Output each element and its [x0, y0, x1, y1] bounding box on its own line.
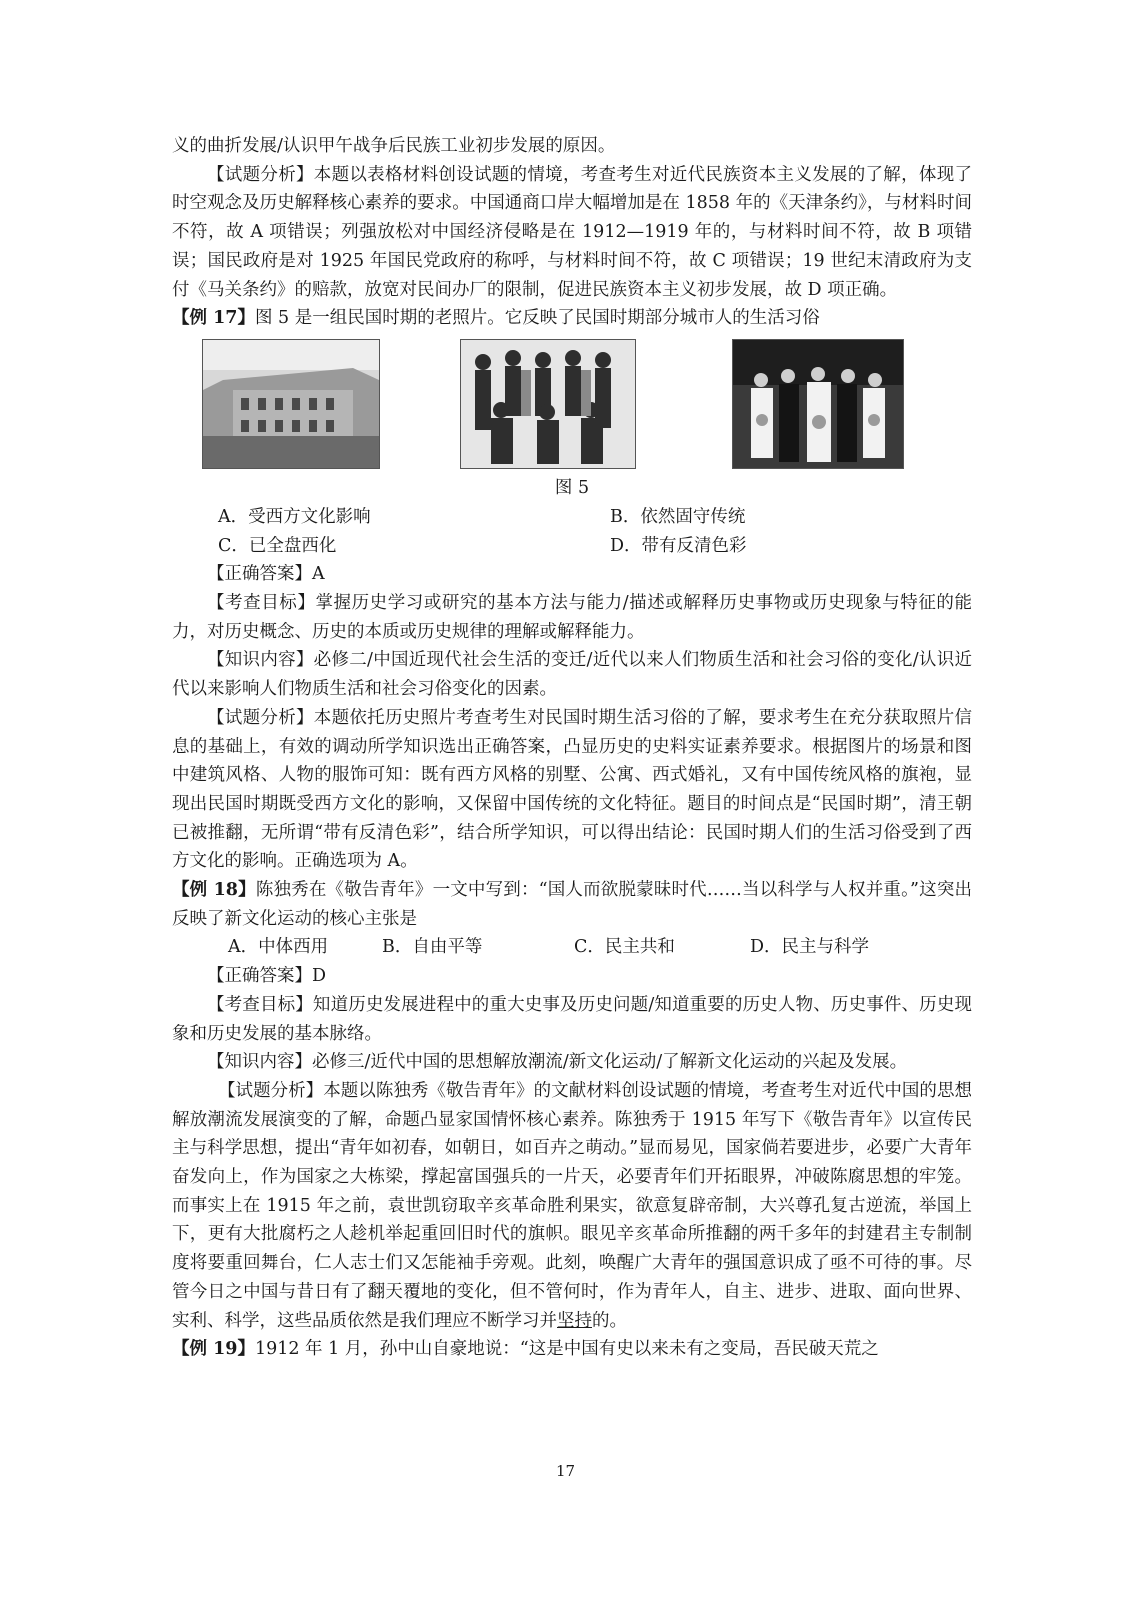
option-a: A．中体西用 — [228, 937, 329, 958]
exam-target: 【考查目标】掌握历史学习或研究的基本方法与能力/描述或解释历史事物或历史现象与特征的能力，对历史概念、历史的本质或历史规律的理解或解释能力。 — [172, 593, 972, 642]
page-number: 17 — [555, 1462, 576, 1480]
paragraph: 【试题分析】本题以表格材料创设试题的情境，考查考生对近代民族资本主义发展的了解，体现了时空观念及历史解释核心素养的要求。中国通商口岸大幅增加是在 1858 年的《天津条约》，与材料时间不符，故 A 项错误；列强放松对中国经济侵略是在 1912—1919 年的，与材料时间不符，故 B 项错误；国民政府是对 1925 年国民党政府的称呼，与材料时间不符，故 C 项错误；19 世纪末清政府为支付《马关条约》的赔款，放宽对民间办厂的限制，促进民族资本主义初步发展，故 D 项正确。 — [172, 164, 972, 300]
question-text: 图 5 是一组民国时期的老照片。它反映了民国时期部分城市人的生活习俗 — [254, 308, 820, 329]
option-c: C．民主共和 — [574, 937, 675, 958]
analysis: 【试题分析】本题以陈独秀《敬告青年》的文献材料创设试题的情境，考查考生对近代中国的思想解放潮流发展演变的了解，命题凸显家国情怀核心素养。陈独秀于 1915 年写下《敬告青年》以宣传民主与科学思想，提出“青年如初春，如朝日，如百卉之萌动。”显而易见，国家倘若要进步，必要广大青年奋发向上，作为国家之大栋梁，撑起富国强兵的一片天，必要青年们开拓眼界，冲破陈腐思想的牢笼。而事实上在 1915 年之前，袁世凯窃取辛亥革命胜利果实，欲意复辟帝制，大兴尊孔复古逆流，举国上下，更有大批腐朽之人趁机举起重回旧时代的旗帜。眼见辛亥革命所推翻的两千多年的封建君主专制制度将要重回舞台，仁人志士们又怎能袖手旁观。此刻，唤醒广大青年的强国意识成了亟不可待的事。尽管今日之中国与昔日有了翻天覆地的变化，但不管何时，作为青年人，自主、进步、进取、面向世界、实利、科学，这些品质依然是我们理应不断学习并坚持的。 — [172, 1080, 972, 1331]
options-row-2 — [172, 532, 972, 561]
example-label: 【例 17】 — [172, 308, 255, 329]
document-body — [172, 132, 972, 1364]
photo-women-qipao — [460, 339, 636, 469]
example-label: 【例 18】 — [172, 880, 256, 901]
options-row-1 — [172, 503, 972, 532]
option-d: D．带有反清色彩 — [610, 535, 747, 556]
answer: 【正确答案】A — [207, 564, 325, 585]
option-b: B．自由平等 — [382, 937, 483, 958]
example-17-stem — [172, 304, 972, 333]
figure-caption: 图 5 — [554, 477, 590, 498]
options-row — [172, 933, 972, 962]
paragraph: 义的曲折发展/认识甲午战争后民族工业初步发展的原因。 — [172, 136, 616, 156]
knowledge-content: 【知识内容】必修三/近代中国的思想解放潮流/新文化运动/了解新文化运动的兴起及发展。 — [207, 1052, 908, 1073]
knowledge-content: 【知识内容】必修二/中国近现代社会生活的变迁/近代以来人们物质生活和社会习俗的变化/认识近代以来影响人们物质生活和社会习俗变化的因素。 — [172, 650, 972, 700]
option-a: A．受西方文化影响 — [218, 506, 371, 527]
example-label: 【例 19】 — [172, 1339, 255, 1360]
underlined-word: 坚持 — [557, 1310, 592, 1331]
photo-building — [202, 339, 380, 469]
example-19-stem — [172, 1335, 972, 1364]
analysis: 【试题分析】本题依托历史照片考查考生对民国时期生活习俗的了解，要求考生在充分获取照片信息的基础上，有效的调动所学知识选出正确答案，凸显历史的史料实证素养要求。根据图片的场景和图中建筑风格、人物的服饰可知：既有西方风格的别墅、公寓、西式婚礼，又有中国传统风格的旗袍，显现出民国时期既受西方文化的影响，又保留中国传统的文化特征。题目的时间点是“民国时期”，清王朝已被推翻，无所谓“带有反清色彩”，结合所学知识，可以得出结论：民国时期人们的生活习俗受到了西方文化的影响。正确选项为 A。 — [172, 707, 972, 872]
answer: 【正确答案】D — [207, 966, 327, 987]
example-18-stem — [172, 876, 972, 933]
exam-target: 【考查目标】知道历史发展进程中的重大史事及历史问题/知道重要的历史人物、历史事件、历史现象和历史发展的基本脉络。 — [172, 994, 972, 1044]
question-text: 1912 年 1 月，孙中山自豪地说：“这是中国有史以来未有之变局，吾民破天荒之 — [254, 1339, 879, 1360]
figure-5-photos — [172, 339, 972, 469]
option-c: C．已全盘西化 — [218, 535, 337, 556]
option-d: D．民主与科学 — [750, 937, 870, 958]
option-b: B．依然固守传统 — [610, 506, 746, 527]
question-text: 陈独秀在《敬告青年》一文中写到：“国人而欲脱蒙昧时代……当以科学与人权并重。”这突出反映了新文化运动的核心主张是 — [172, 880, 972, 929]
photo-western-wedding — [732, 339, 904, 469]
